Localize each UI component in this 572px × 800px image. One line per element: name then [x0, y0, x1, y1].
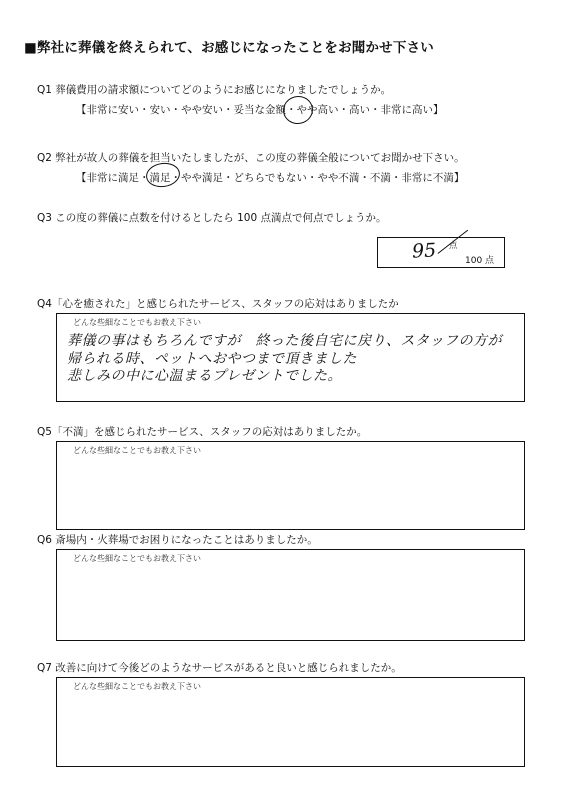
q5-answer-box[interactable]: [56, 441, 525, 530]
q3-score-unit: 点: [449, 241, 458, 251]
q4-answer-line-1: 葬儀の事はもちろんですが 終った後自宅に戻り、スタッフの方が: [67, 333, 502, 349]
q5-label: Q5「不満」を感じられたサービス、スタッフの応対はありましたか。: [37, 426, 368, 438]
q4-answer-line-3: 悲しみの中に心温まるプレゼントでした。: [67, 368, 342, 384]
q3-label: Q3 この度の葬儀に点数を付けるとしたら 100 点満点で何点でしょうか。: [37, 212, 387, 224]
q7-hint: どんな些細なことでもお教え下さい: [73, 682, 201, 691]
q4-answer-line-2: 帰られる時、ペットへおやつまで頂きました: [67, 351, 357, 367]
q4-hint: どんな些細なことでもお教え下さい: [73, 318, 201, 327]
q1-options: 【非常に安い・安い・やや安い・妥当な金額・やや高い・高い・非常に高い】: [76, 104, 444, 116]
q6-hint: どんな些細なことでもお教え下さい: [73, 554, 201, 563]
q3-score-box[interactable]: [377, 237, 505, 268]
q2-label: Q2 弊社が故人の葬儀を担当いたしましたが、この度の葬儀全般についてお聞かせ下さい。: [37, 152, 465, 164]
q6-answer-box[interactable]: [56, 549, 525, 641]
q5-hint: どんな些細なことでもお教え下さい: [73, 446, 201, 455]
q7-answer-box[interactable]: [56, 677, 525, 767]
q3-score-value: 95: [411, 239, 437, 263]
q4-answer-box[interactable]: [56, 313, 525, 402]
q3-score-max: 100 点: [465, 256, 495, 266]
page-title: ■弊社に葬儀を終えられて、お感じになったことをお聞かせ下さい: [24, 40, 434, 56]
q4-label: Q4「心を癒された」と感じられたサービス、スタッフの応対はありましたか: [37, 298, 399, 310]
q6-label: Q6 斎場内・火葬場でお困りになったことはありましたか。: [37, 534, 318, 546]
q7-label: Q7 改善に向けて今後どのようなサービスがあると良いと感じられましたか。: [37, 662, 402, 674]
q2-options: 【非常に満足・満足・やや満足・どちらでもない・やや不満・不満・非常に不満】: [76, 172, 465, 184]
q1-label: Q1 葬儀費用の請求額についてどのようにお感じになりましたでしょうか。: [37, 84, 392, 96]
